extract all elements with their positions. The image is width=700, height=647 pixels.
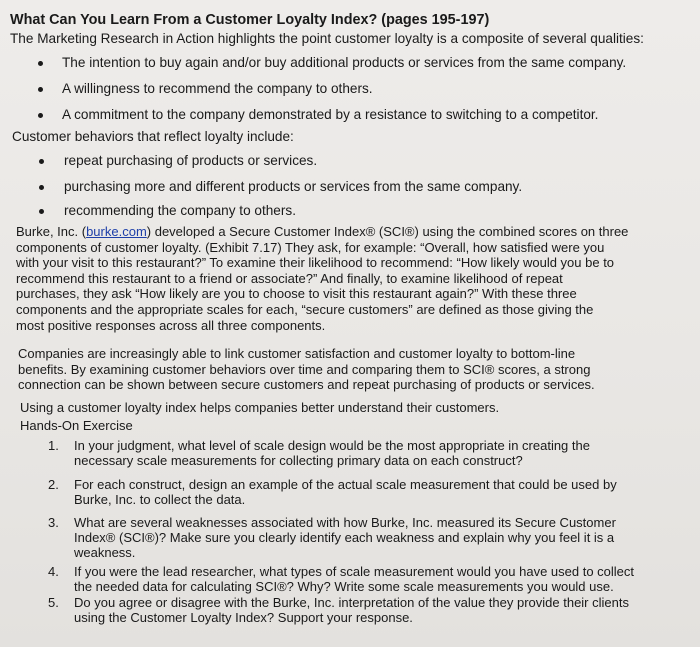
exercise-item (74, 595, 629, 625)
bullet-icon (38, 61, 43, 66)
burke-line (16, 224, 628, 240)
exercise-heading: Hands-On Exercise (20, 418, 133, 433)
bullet-icon (39, 185, 44, 190)
exercise-line: Index® (SCI®)? Make sure you clearly identify each weakness and explain why you feel it is a (74, 530, 615, 545)
exercise-line: Do you agree or disagree with the Burke, Inc. interpretation of the value they provide their clients (74, 595, 629, 610)
bullet-icon (39, 209, 44, 214)
exercise-line: using the Customer Loyalty Index? Support your response. (74, 610, 413, 625)
exercise-item (74, 438, 590, 468)
exercise-line: weakness. (74, 545, 136, 560)
burke-line: recommend this restaurant to a friend or associate?” And finally, to examine likelihood of repeat (16, 270, 563, 286)
exercise-line: If you were the lead researcher, what types of scale measurement would you have used to collect (74, 564, 635, 579)
exercise-line: necessary scale measurements for collecting primary data on each construct? (74, 453, 523, 468)
exercise-number: 2. (48, 477, 59, 492)
burke-line: components and the appropriate scales for each, “secure customers” are defined as those giving the (16, 301, 594, 317)
exercise-number: 5. (48, 595, 59, 610)
exercise-item (74, 477, 617, 507)
bullet-icon (38, 113, 43, 118)
exercise-item (74, 515, 616, 560)
exercise-line: What are several weaknesses associated with how Burke, Inc. measured its Secure Customer (74, 515, 616, 530)
burke-line: components of customer loyalty. (Exhibit 7.17) They ask, for example: “Overall, how satisfied were you (16, 239, 605, 255)
companies-line: Companies are increasingly able to link customer satisfaction and customer loyalty to bottom-line (18, 346, 576, 361)
burke-link[interactable]: burke.com (86, 224, 147, 239)
behaviors-heading: Customer behaviors that reflect loyalty include: (12, 129, 294, 144)
companies-line: benefits. By examining customer behaviors over time and comparing them to SCI® scores, a strong (18, 361, 591, 377)
exercise-line: In your judgment, what level of scale design would be the most appropriate in creating the (74, 438, 590, 453)
intro-text: The Marketing Research in Action highlights the point customer loyalty is a composite of several qualities: (10, 31, 644, 46)
exercise-number: 1. (48, 438, 59, 453)
burke-paragraph (16, 224, 628, 333)
companies-paragraph (18, 346, 595, 393)
behavior-item: purchasing more and different products or services from the same company. (64, 179, 523, 194)
index-sentence: Using a customer loyalty index helps companies better understand their customers. (20, 400, 500, 415)
burke-line: with your visit to this restaurant?” To examine their likelihood to recommend: “How likely would you be to (16, 255, 615, 271)
exercise-line: For each construct, design an example of the actual scale measurement that could be used by (74, 477, 617, 492)
burke-line: purchases, they ask “How likely are you to choose to visit this restaurant again?” With these three (16, 286, 577, 302)
bullet-icon (38, 87, 43, 92)
quality-item: A willingness to recommend the company to others. (62, 81, 373, 96)
behavior-item: repeat purchasing of products or services. (64, 153, 318, 168)
companies-line: connection can be shown between secure customers and repeat purchasing of products or services. (18, 377, 595, 393)
page-title: What Can You Learn From a Customer Loyalty Index? (pages 195-197) (10, 12, 490, 28)
burke-line-text: ) developed a Secure Customer Index® (SCI®) using the combined scores on three (146, 224, 629, 239)
burke-line: most positive responses across all three components. (16, 317, 326, 333)
behavior-item: recommending the company to others. (64, 203, 296, 218)
exercise-line: the needed data for calculating SCI®? Why? Write some scale measurements you would use. (74, 579, 614, 594)
exercise-line: Burke, Inc. to collect the data. (74, 492, 246, 507)
bullet-icon (39, 159, 44, 164)
quality-item: The intention to buy again and/or buy additional products or services from the same company. (62, 55, 627, 70)
burke-line-text: Burke, Inc. ( (16, 224, 87, 239)
exercise-number: 3. (48, 515, 59, 530)
exercise-number: 4. (48, 564, 59, 579)
quality-item: A commitment to the company demonstrated by a resistance to switching to a competitor. (62, 107, 599, 122)
exercise-item (74, 564, 634, 594)
